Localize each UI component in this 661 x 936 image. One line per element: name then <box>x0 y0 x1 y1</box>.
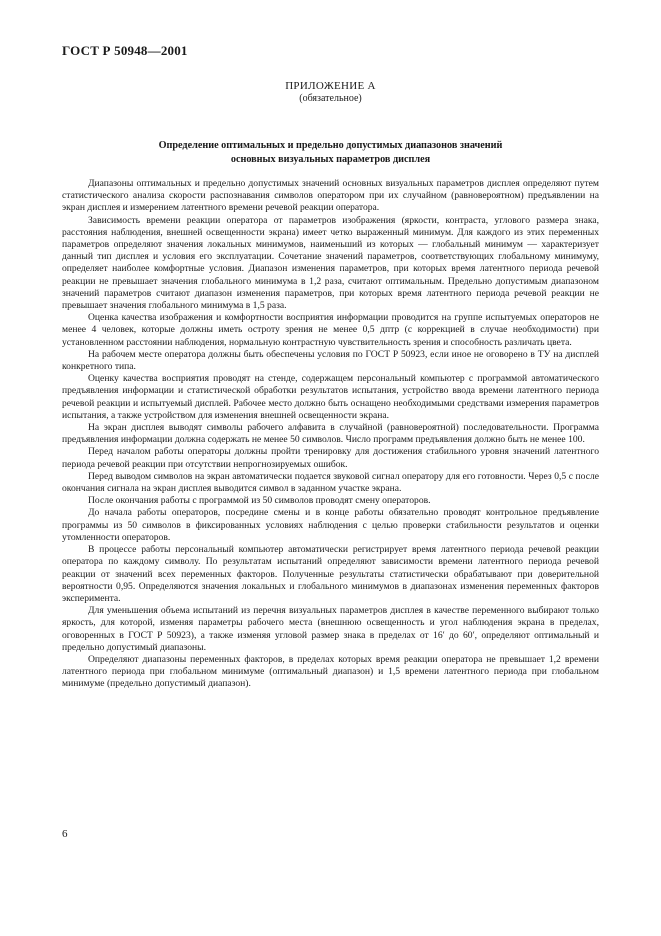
paragraph: До начала работы операторов, посредине смены и в конце работы обязательно проводят контрольное предъявление программы из 50 символов в фиксированных условиях наблюдения с целью проверки стабильности результатов и оценки утомленности операторов. <box>62 507 599 543</box>
paragraph: После окончания работы с программой из 50 символов проводят смену операторов. <box>88 495 431 507</box>
appendix-status-note: (обязательное) <box>299 93 362 104</box>
section-title <box>100 139 561 167</box>
paragraph: На рабочем месте оператора должны быть обеспечены условия по ГОСТ Р 50923, если иное не оговорено в ТУ на дисплей конкретного типа. <box>62 348 599 373</box>
paragraph: На экран дисплея выводят символы рабочего алфавита в случайной (равновероятной) последовательности. Программа предъявления информации должна содержать не менее 50 символов. Число программ предъявления должно быть не менее 100. <box>62 422 599 446</box>
page-number: 6 <box>62 828 68 840</box>
paragraph: Зависимость времени реакции оператора от параметров изображения (яркости, контраста, углового размера знака, расстояния наблюдения, внешней освещенности экрана) имеет четко выраженный минимум. Для каждого из этих переменных параметров определяют значения локальных минимумов, наименьший из которых — глобальный минимум — характеризует данный тип дисплея и условия его эксплуатации. Сочетание значений параметров, соответствующих глобальному минимуму, определяет наиболее комфортные условия. Диапазон изменения параметров, при которых время латентного периода речевой реакции не превышает значения глобального минимума в 1,2 раза, считают оптимальным. Предельно допустимым диапазоном значений параметров считают диапазон изменения параметров, при которых время латентного периода речевой реакции не превышает значения глобального минимума в 1,5 раза. <box>62 214 599 312</box>
paragraph: Оценка качества изображения и комфортности восприятия информации проводится на группе испытуемых операторов не менее 4 человек, которые должны иметь остроту зрения не менее 0,5 дптр (с коррекцией в случае необходимости) при установленном расстоянии наблюдения, нормальную контрастную чувствительность зрения и способность различать цвета. <box>62 312 599 348</box>
body-text <box>62 178 599 691</box>
appendix-title: ПРИЛОЖЕНИЕ А <box>285 80 376 92</box>
paragraph: Определяют диапазоны переменных факторов, в пределах которых время реакции оператора не превышает 1,2 времени латентного периода при глобальном минимуме (оптимальный диапазон) и 1,5 времени латентного периода при глобальном минимуме (предельно допустимый диапазон). <box>62 653 599 690</box>
paragraph: Диапазоны оптимальных и предельно допустимых значений основных визуальных параметров дисплея определяют путем статистического анализа скорости распознавания символов оператором при их случайном (равновероятном) предъявлении на экран дисплея и измерением латентного времени речевой реакции оператора. <box>62 178 599 214</box>
paragraph: Перед началом работы операторы должны пройти тренировку для достижения стабильного уровня значений латентного периода речевой реакции при отсутствии непрогнозируемых ошибок. <box>62 446 599 470</box>
section-title-line-1: Определение оптимальных и предельно допустимых диапазонов значений <box>158 140 503 151</box>
paragraph: Перед выводом символов на экран автоматически подается звуковой сигнал оператору для его готовности. Через 0,5 с после окончания сигнала на экран дисплея выводится символ в заданном участке экрана. <box>62 470 599 495</box>
section-title-line-2: основных визуальных параметров дисплея <box>230 154 431 165</box>
document-code-header: ГОСТ Р 50948—2001 <box>62 43 188 58</box>
paragraph: Оценку качества восприятия проводят на стенде, содержащем персональный компьютер с программой автоматического предъявления информации и статистической обработки результатов испытания, устройство ввода времени латентного периода речевой реакции и испытуемый дисплей. Рабочее место должно быть оснащено необходимыми средствами измерения параметров испытания, а также устройством для изменения внешней освещенности экрана. <box>62 373 599 421</box>
paragraph: В процессе работы персональный компьютер автоматически регистрирует время латентного периода речевой реакции оператора по каждому символу. По результатам испытаний определяют зависимости времени латентного периода речевой реакции от значений всех переменных факторов. Полученные результаты статистически обрабатывают при доверительной вероятности 0,95. Определяются значения локальных и глобального минимумов в диапазонах изменения переменных факторов эксперимента. <box>62 544 599 604</box>
paragraph: Для уменьшения объема испытаний из перечня визуальных параметров дисплея в качестве переменного выбирают только яркость, для которой, изменяя параметры рабочего места (внешнюю освещенность и угол наблюдения экрана в пределах, оговоренных в ГОСТ Р 50923), а также изменяя угловой размер знака в пределах от 16′ до 60′, определяют оптимальный и предельно допустимый диапазоны. <box>62 605 599 653</box>
